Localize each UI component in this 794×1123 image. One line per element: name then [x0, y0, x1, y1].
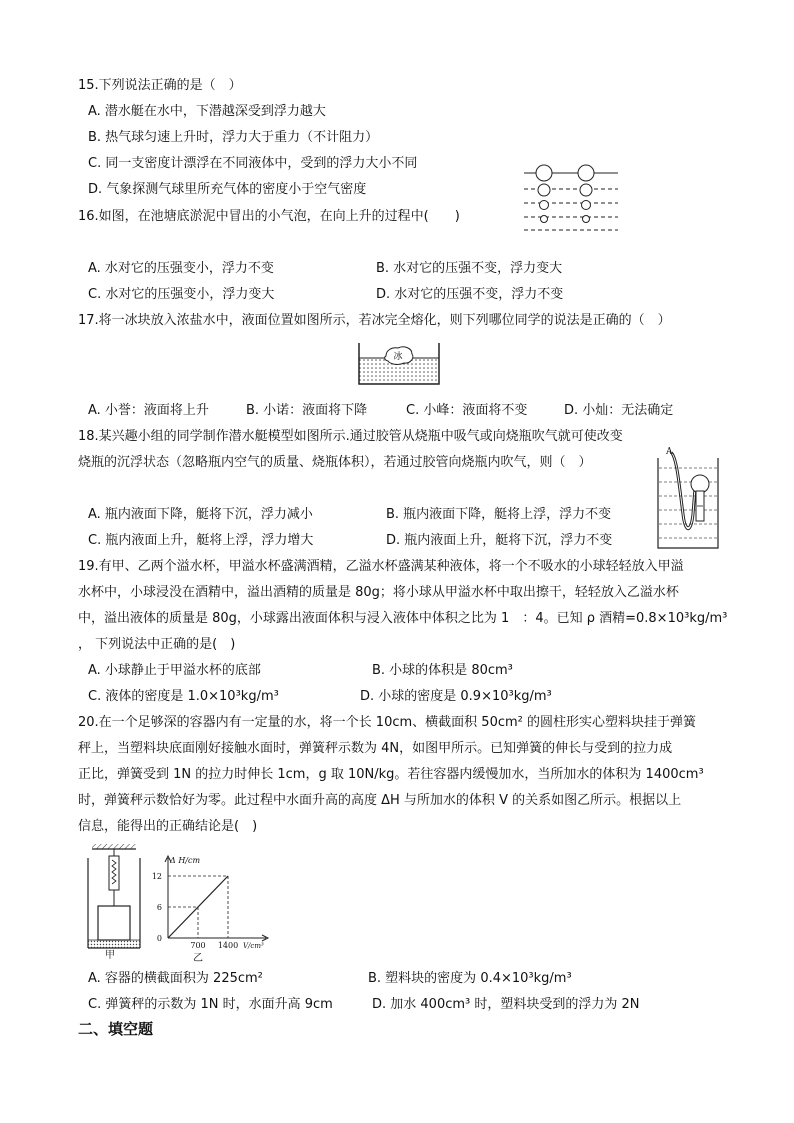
- section-title-fill-in: 二、填空题: [78, 1020, 154, 1038]
- q17-option-d: D. 小灿：无法确定: [564, 403, 674, 418]
- y-tick-12: 12: [151, 872, 162, 881]
- q18-option-a: A. 瓶内液面下降，艇将下沉，浮力减小: [88, 507, 313, 522]
- ice-label: 冰: [393, 352, 403, 362]
- q15-stem: 15.下列说法正确的是（ ）: [78, 78, 242, 93]
- q20-option-b: B. 塑料块的密度为 0.4×10³kg/m³: [368, 971, 572, 986]
- q17-option-a: A. 小誉：液面将上升: [88, 403, 209, 418]
- q20-stem-line5: 信息，能得出的正确结论是( ): [78, 819, 258, 834]
- q16-option-d: D. 水对它的压强不变，浮力不变: [376, 287, 564, 302]
- q19-option-d: D. 小球的密度是 0.9×10³kg/m³: [360, 689, 552, 704]
- bubbles-in-pond-figure: [522, 163, 622, 235]
- water-height-graph: [150, 852, 280, 970]
- q15-option-c: C. 同一支密度计漂浮在不同液体中，受到的浮力大小不同: [88, 156, 418, 171]
- q17-stem: 17.将一冰块放入浓盐水中，液面位置如图所示，若冰完全熔化，则下列哪位同学的说法是正确的（ ）: [78, 313, 671, 328]
- q19-stem-line1: 19.有甲、乙两个溢水杯，甲溢水杯盛满酒精，乙溢水杯盛满某种液体，将一个不吸水的小球轻轻放入甲溢: [78, 559, 684, 574]
- figure-jia-label: 甲: [105, 950, 115, 961]
- x-tick-1400: 1400: [217, 941, 239, 950]
- q20-stem-line2: 秤上，当塑料块底面刚好接触水面时，弹簧秤示数为 4N，如图甲所示。已知弹簧的伸长与受到的拉力成: [78, 741, 673, 756]
- tube-label: A: [666, 447, 673, 457]
- q20-stem-line1: 20.在一个足够深的容器内有一定量的水，将一个长 10cm、横截面积 50cm² 的圆柱形实心塑料块挂于弹簧: [78, 715, 696, 730]
- q15-option-d: D. 气象探测气球里所充气体的密度小于空气密度: [88, 182, 367, 197]
- origin-tick-0: 0: [156, 934, 162, 943]
- x-tick-700: 700: [190, 941, 206, 950]
- y-tick-6: 6: [156, 903, 162, 912]
- q18-stem-line2: 烧瓶的沉浮状态（忽略瓶内空气的质量、烧瓶体积），若通过胶管向烧瓶内吹气，则（ ）: [78, 455, 592, 470]
- q19-option-a: A. 小球静止于甲溢水杯的底部: [88, 663, 261, 678]
- spring-scale-container-figure: [84, 844, 146, 961]
- q16-stem: 16.如图，在池塘底淤泥中冒出的小气泡，在向上升的过程中( ): [78, 209, 460, 224]
- q20-option-c: C. 弹簧秤的示数为 1N 时，水面升高 9cm: [88, 997, 333, 1012]
- q19-option-c: C. 液体的密度是 1.0×10³kg/m³: [88, 689, 279, 704]
- x-axis-label: V/cm³: [243, 942, 264, 950]
- q18-stem-line1: 18.某兴趣小组的同学制作潜水艇模型如图所示.通过胶管从烧瓶中吸气或向烧瓶吹气就可使改变: [78, 429, 623, 444]
- y-axis-label: Δ H/cm: [170, 856, 201, 865]
- q20-option-a: A. 容器的横截面积为 225cm²: [88, 971, 263, 986]
- q19-option-b: B. 小球的体积是 80cm³: [372, 663, 513, 678]
- q16-option-c: C. 水对它的压强变小，浮力变大: [88, 287, 275, 302]
- q19-stem-line2: 水杯中，小球浸没在酒精中，溢出酒精的质量是 80g；将小球从甲溢水杯中取出擦干，轻轻放入乙溢水杯: [78, 585, 679, 600]
- q16-option-a: A. 水对它的压强变小，浮力不变: [88, 261, 274, 276]
- q20-stem-line4: 时，弹簧秤示数恰好为零。此过程中水面升高的高度 ΔH 与所加水的体积 V 的关系如图乙所示。根据以上: [78, 793, 682, 808]
- q18-option-d: D. 瓶内液面上升，艇将下沉，浮力不变: [386, 533, 613, 548]
- q20-stem-line3: 正比，弹簧受到 1N 的拉力时伸长 1cm，g 取 10N/kg。若往容器内缓慢加水，当所加水的体积为 1400cm³: [78, 767, 704, 782]
- q18-option-b: B. 瓶内液面下降，艇将上浮，浮力不变: [386, 507, 612, 522]
- q15-option-b: B. 热气球匀速上升时，浮力大于重力（不计阻力）: [88, 130, 379, 145]
- q19-stem-line3: 中，溢出液体的质量是 80g，小球露出液面体积与浸入液体中体积之比为 1 ：4。已知 ρ 酒精=0.8×10³kg/m³: [78, 611, 728, 626]
- q15-option-a: A. 潜水艇在水中，下潜越深受到浮力越大: [88, 104, 326, 119]
- q18-option-c: C. 瓶内液面上升，艇将上浮，浮力增大: [88, 533, 314, 548]
- figure-yi-label: 乙: [193, 953, 203, 964]
- q17-option-b: B. 小诺：液面将下降: [246, 403, 368, 418]
- q19-stem-line4: ， 下列说法中正确的是( ): [78, 637, 236, 652]
- submarine-model-figure: [656, 444, 722, 550]
- q20-option-d: D. 加水 400cm³ 时，塑料块受到的浮力为 2N: [372, 997, 640, 1012]
- q17-option-c: C. 小峰：液面将不变: [406, 403, 528, 418]
- ice-in-brine-figure: [358, 342, 440, 386]
- q16-option-b: B. 水对它的压强不变，浮力变大: [376, 261, 563, 276]
